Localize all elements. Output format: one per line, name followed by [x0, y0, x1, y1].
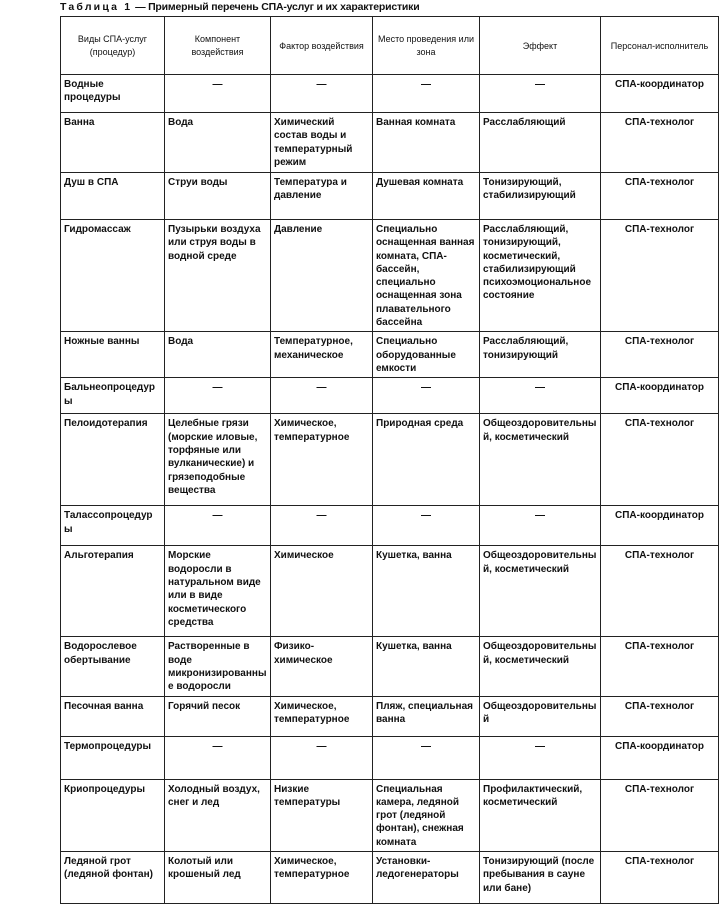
- cell-service-type: Бальнеопроцедуры: [61, 378, 165, 414]
- cell-location: Установки-ледогенераторы: [373, 852, 480, 904]
- cell-service-type: Альготерапия: [61, 546, 165, 637]
- header-factor: Фактор воздействия: [271, 17, 373, 75]
- cell-location: —: [373, 75, 480, 113]
- cell-staff: СПА-координатор: [601, 75, 719, 113]
- cell-service-type: Гидромассаж: [61, 220, 165, 332]
- table-row: [61, 332, 719, 378]
- cell-service-type: Песочная ванна: [61, 696, 165, 736]
- cell-component: Колотый или крошеный лед: [165, 852, 271, 904]
- cell-factor: —: [271, 75, 373, 113]
- cell-component: Вода: [165, 113, 271, 173]
- cell-location: Природная среда: [373, 414, 480, 506]
- cell-component: Холодный воздух, снег и лед: [165, 779, 271, 851]
- table-row: [61, 378, 719, 414]
- cell-effect: Общеоздоровительный, косметический: [480, 637, 601, 696]
- table-row: [61, 637, 719, 696]
- cell-factor: —: [271, 506, 373, 546]
- cell-factor: Химическое, температурное: [271, 414, 373, 506]
- cell-staff: СПА-технолог: [601, 414, 719, 506]
- cell-factor: Химический состав воды и температурный режим: [271, 113, 373, 173]
- header-effect: Эффект: [480, 17, 601, 75]
- cell-service-type: Термопроцедуры: [61, 736, 165, 779]
- cell-effect: —: [480, 75, 601, 113]
- table-row: [61, 736, 719, 779]
- cell-service-type: Водорослевое обертывание: [61, 637, 165, 696]
- cell-effect: —: [480, 378, 601, 414]
- cell-component: Растворенные в воде микронизированные водоросли: [165, 637, 271, 696]
- cell-factor: Физико-химическое: [271, 637, 373, 696]
- cell-service-type: Душ в СПА: [61, 173, 165, 220]
- cell-factor: Температурное, механическое: [271, 332, 373, 378]
- cell-service-type: Ледяной грот (ледяной фонтан): [61, 852, 165, 904]
- table-row: [61, 696, 719, 736]
- cell-staff: СПА-технолог: [601, 696, 719, 736]
- cell-service-type: Талассопроцедуры: [61, 506, 165, 546]
- cell-location: Ванная комната: [373, 113, 480, 173]
- cell-effect: Тонизирующий (после пребывания в сауне или бане): [480, 852, 601, 904]
- cell-service-type: Ванна: [61, 113, 165, 173]
- cell-effect: —: [480, 506, 601, 546]
- cell-staff: СПА-технолог: [601, 332, 719, 378]
- cell-effect: Профилактический, косметический: [480, 779, 601, 851]
- spa-services-table: [60, 16, 719, 904]
- cell-effect: Общеоздоровительный, косметический: [480, 414, 601, 506]
- cell-effect: Расслабляющий, тонизирующий: [480, 332, 601, 378]
- cell-location: Кушетка, ванна: [373, 637, 480, 696]
- cell-staff: СПА-технолог: [601, 546, 719, 637]
- cell-effect: —: [480, 736, 601, 779]
- table-caption-label: Таблица: [60, 1, 120, 13]
- cell-factor: Низкие температуры: [271, 779, 373, 851]
- cell-component: —: [165, 506, 271, 546]
- cell-factor: Температура и давление: [271, 173, 373, 220]
- cell-staff: СПА-технолог: [601, 113, 719, 173]
- cell-effect: Тонизирующий, стабилизирующий: [480, 173, 601, 220]
- header-component: Компонент воздействия: [165, 17, 271, 75]
- table-header-row: [61, 17, 719, 75]
- cell-staff: СПА-технолог: [601, 779, 719, 851]
- table-caption-number: 1: [124, 1, 133, 13]
- cell-effect: Расслабляющий, тонизирующий, косметический, стабилизирующий психоэмоциональное состояние: [480, 220, 601, 332]
- table-caption: [60, 0, 419, 16]
- cell-service-type: Ножные ванны: [61, 332, 165, 378]
- table-row: [61, 173, 719, 220]
- cell-effect: Расслабляющий: [480, 113, 601, 173]
- table-row: [61, 113, 719, 173]
- cell-factor: Химическое, температурное: [271, 852, 373, 904]
- cell-staff: СПА-координатор: [601, 506, 719, 546]
- table-row: [61, 779, 719, 851]
- cell-service-type: Криопроцедуры: [61, 779, 165, 851]
- cell-location: Душевая комната: [373, 173, 480, 220]
- cell-staff: СПА-координатор: [601, 378, 719, 414]
- cell-component: Вода: [165, 332, 271, 378]
- cell-component: Целебные грязи (морские иловые, торфяные или вулканические) и грязеподобные вещества: [165, 414, 271, 506]
- cell-component: —: [165, 378, 271, 414]
- header-staff: Персонал-исполнитель: [601, 17, 719, 75]
- cell-factor: Химическое, температурное: [271, 696, 373, 736]
- cell-location: Кушетка, ванна: [373, 546, 480, 637]
- table-row: [61, 220, 719, 332]
- cell-factor: —: [271, 736, 373, 779]
- table-row: [61, 75, 719, 113]
- cell-staff: СПА-технолог: [601, 637, 719, 696]
- cell-staff: СПА-технолог: [601, 173, 719, 220]
- cell-component: —: [165, 75, 271, 113]
- cell-location: Специальная камера, ледяной грот (ледяной фонтан), снежная комната: [373, 779, 480, 851]
- cell-location: —: [373, 506, 480, 546]
- cell-component: —: [165, 736, 271, 779]
- header-service-type: Виды СПА-услуг (процедур): [61, 17, 165, 75]
- cell-component: Пузырьки воздуха или струя воды в водной среде: [165, 220, 271, 332]
- cell-staff: СПА-технолог: [601, 220, 719, 332]
- cell-component: Горячий песок: [165, 696, 271, 736]
- cell-factor: Давление: [271, 220, 373, 332]
- cell-service-type: Водные процедуры: [61, 75, 165, 113]
- table-row: [61, 506, 719, 546]
- cell-service-type: Пелоидотерапия: [61, 414, 165, 506]
- cell-location: —: [373, 736, 480, 779]
- cell-factor: —: [271, 378, 373, 414]
- table-row: [61, 546, 719, 637]
- cell-effect: Общеоздоровительный, косметический: [480, 546, 601, 637]
- cell-location: Пляж, специальная ванна: [373, 696, 480, 736]
- cell-factor: Химическое: [271, 546, 373, 637]
- cell-component: Морские водоросли в натуральном виде или в виде косметического средства: [165, 546, 271, 637]
- table-row: [61, 852, 719, 904]
- header-location: Место проведения или зона: [373, 17, 480, 75]
- table-body: [61, 17, 719, 904]
- cell-location: —: [373, 378, 480, 414]
- cell-component: Струи воды: [165, 173, 271, 220]
- cell-location: Специально оснащенная ванная комната, СПА-бассейн, специально оснащенная зона плавательного бассейна: [373, 220, 480, 332]
- table-caption-text: — Примерный перечень СПА-услуг и их характеристики: [135, 1, 420, 13]
- cell-staff: СПА-технолог: [601, 852, 719, 904]
- cell-location: Специально оборудованные емкости: [373, 332, 480, 378]
- cell-effect: Общеоздоровительный: [480, 696, 601, 736]
- cell-staff: СПА-координатор: [601, 736, 719, 779]
- table-row: [61, 414, 719, 506]
